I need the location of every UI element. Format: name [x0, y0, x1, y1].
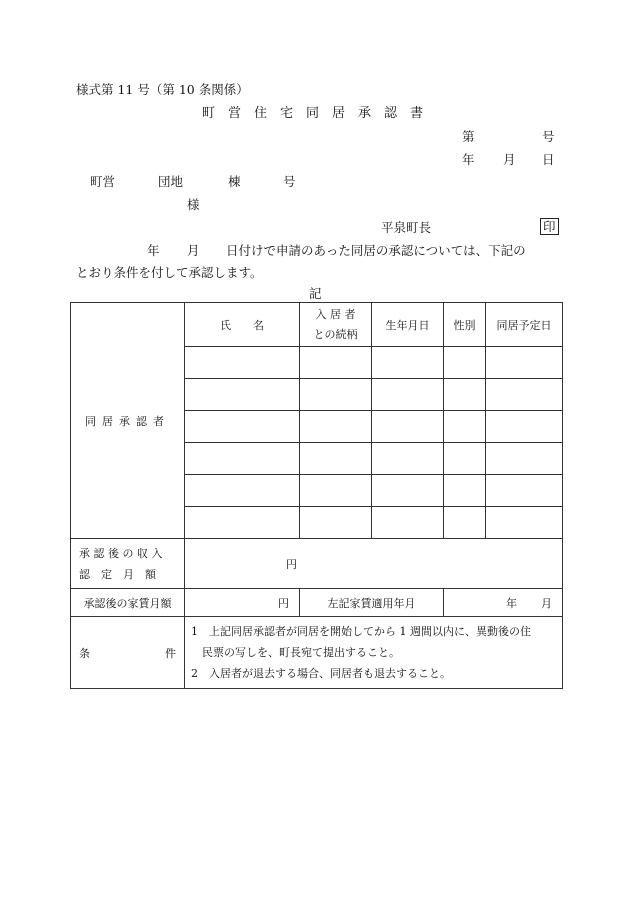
- address-cho: 町営: [90, 174, 116, 189]
- date-day: 日: [542, 152, 555, 167]
- planned-date-cell[interactable]: [486, 507, 563, 539]
- income-label-line2: 認 定 月 額: [79, 567, 156, 581]
- dob-cell[interactable]: [372, 475, 444, 507]
- conditions-text: [185, 617, 563, 689]
- header-planned-date: 同居予定日: [486, 303, 563, 347]
- relation-cell[interactable]: [300, 443, 372, 475]
- name-cell[interactable]: [185, 347, 300, 379]
- ki-heading: 記: [309, 286, 322, 301]
- dob-cell[interactable]: [372, 411, 444, 443]
- rent-apply-date-cell[interactable]: [444, 589, 563, 617]
- condition-line: 2 入居者が退去する場合、同居者も退去すること。: [191, 667, 451, 680]
- name-cell[interactable]: [185, 411, 300, 443]
- dob-cell[interactable]: [372, 443, 444, 475]
- income-label: [71, 539, 185, 589]
- dob-cell[interactable]: [372, 507, 444, 539]
- relation-cell[interactable]: [300, 507, 372, 539]
- date-month: 月: [503, 152, 516, 167]
- header-relation: [300, 303, 372, 347]
- income-unit: 円: [286, 557, 297, 571]
- sex-cell[interactable]: [444, 443, 486, 475]
- conditions-label-char2: 件: [165, 646, 176, 660]
- body-text-line2: とおり条件を付して承認します。: [76, 265, 263, 280]
- planned-date-cell[interactable]: [486, 347, 563, 379]
- doc-number-go: 号: [542, 129, 555, 144]
- rent-apply-year: 年: [506, 596, 517, 610]
- name-cell[interactable]: [185, 379, 300, 411]
- relation-cell[interactable]: [300, 347, 372, 379]
- header-name: 氏 名: [185, 303, 300, 347]
- planned-date-cell[interactable]: [486, 379, 563, 411]
- address-go: 号: [283, 174, 296, 189]
- income-amount-cell[interactable]: [185, 539, 563, 589]
- name-cell[interactable]: [185, 507, 300, 539]
- conditions-label-char1: 条: [79, 646, 90, 660]
- name-cell[interactable]: [185, 475, 300, 507]
- planned-date-cell[interactable]: [486, 411, 563, 443]
- doc-number-dai: 第: [462, 129, 475, 144]
- header-relation-line2: との続柄: [313, 327, 358, 341]
- sex-cell[interactable]: [444, 347, 486, 379]
- dob-cell[interactable]: [372, 347, 444, 379]
- form-number: 様式第 11 号（第 10 条関係）: [76, 82, 249, 97]
- approval-table: [70, 302, 563, 689]
- body-year: 年: [147, 243, 160, 258]
- header-relation-line1: 入 居 者: [315, 307, 356, 321]
- cohabitant-section-label: 同居承認者: [71, 303, 185, 539]
- rent-apply-month: 月: [541, 596, 552, 610]
- document-title: 町営住宅同居承認書: [202, 106, 437, 121]
- rent-unit: 円: [278, 596, 289, 610]
- addressee-sama: 様: [187, 197, 200, 212]
- relation-cell[interactable]: [300, 379, 372, 411]
- sex-cell[interactable]: [444, 507, 486, 539]
- condition-line: 1 上記同居承認者が同居を開始してから 1 週間以内に、異動後の住: [191, 625, 531, 638]
- rent-amount-cell[interactable]: [185, 589, 300, 617]
- address-to: 棟: [228, 174, 241, 189]
- date-year: 年: [462, 152, 475, 167]
- dob-cell[interactable]: [372, 379, 444, 411]
- address-danchi: 団地: [158, 174, 184, 189]
- sex-cell[interactable]: [444, 379, 486, 411]
- issuer-name: 平泉町長: [381, 220, 432, 235]
- planned-date-cell[interactable]: [486, 443, 563, 475]
- header-dob: 生年月日: [372, 303, 444, 347]
- relation-cell[interactable]: [300, 411, 372, 443]
- rent-apply-label: 左記家賃適用年月: [300, 589, 444, 617]
- sex-cell[interactable]: [444, 475, 486, 507]
- name-cell[interactable]: [185, 443, 300, 475]
- sex-cell[interactable]: [444, 411, 486, 443]
- body-text-line1: 日付けで申請のあった同居の承認については、下記の: [226, 243, 526, 258]
- income-label-line1: 承 認 後 の 収 入: [79, 546, 163, 560]
- conditions-label: [71, 617, 185, 689]
- relation-cell[interactable]: [300, 475, 372, 507]
- planned-date-cell[interactable]: [486, 475, 563, 507]
- condition-line: 民票の写しを、町長宛て提出すること。: [191, 646, 400, 659]
- rent-label: 承認後の家賃月額: [71, 589, 185, 617]
- body-month: 月: [187, 243, 200, 258]
- header-sex: 性別: [444, 303, 486, 347]
- seal-mark: 印: [540, 218, 559, 235]
